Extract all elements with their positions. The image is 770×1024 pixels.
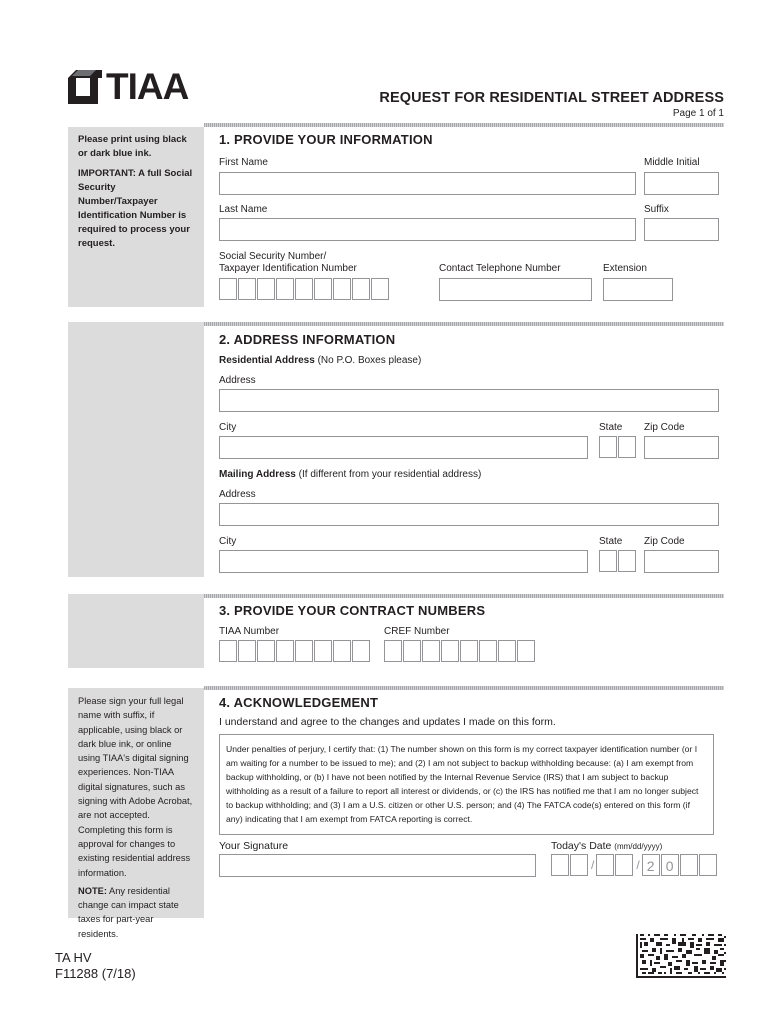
signing-instructions: Please sign your full legal name with suffix, if applicable, using black or dark blue ink, or online using TIAA's digital signing experiences. Non-TIAA digital signatures, such as signing with Adobe Acrobat, are not accepted. Completing this form is approval for changes to existing residential address information. — [78, 696, 193, 878]
mailing-state-field[interactable] — [599, 550, 637, 572]
state-letter-box[interactable] — [618, 550, 636, 572]
signature-label: Your Signature — [219, 840, 289, 852]
address-sidebar — [68, 322, 204, 577]
phone-field[interactable] — [439, 278, 592, 301]
ssn-label — [219, 251, 357, 275]
ssn-digit-box[interactable] — [295, 278, 313, 300]
tiaa-number-field[interactable] — [219, 640, 371, 662]
ssn-label-line2: Taxpayer Identification Number — [219, 263, 357, 274]
section-divider — [204, 594, 724, 598]
signing-instructions-panel — [68, 688, 204, 939]
digit-box[interactable] — [333, 640, 351, 662]
residential-zip-field[interactable] — [644, 436, 719, 459]
suffix-label: Suffix — [644, 204, 669, 215]
suffix-field[interactable] — [644, 218, 719, 241]
month-digit-box[interactable] — [551, 854, 569, 876]
ink-instruction: Please print using black or dark blue ink. — [78, 134, 187, 159]
certification-box: Under penalties of perjury, I certify that: (1) The number shown on this form is my correct taxpayer identification number (or I am waiting for a number to be issued to me); and (2) I am not subject to backup withholding because: (a) I am exempt from backup withholding, or (b) I have not been notified by the Internal Revenue Service (IRS) that I am subject to backup withholding as a result of a failure to report all interest or dividends, or (c) the IRS has notified me that I am no longer subject to backup withholding; and (3) I am a U.S. citizen or other U.S. person; and (4) The FATCA code(s) entered on this form (if any) indicating that I am exempt from FATCA reporting is correct. — [219, 734, 714, 835]
mailing-address-label: Mailing Address — [219, 469, 296, 480]
day-digit-box[interactable] — [615, 854, 633, 876]
ssn-field[interactable] — [219, 278, 390, 300]
cref-number-label: CREF Number — [384, 626, 450, 637]
mailing-address-field[interactable] — [219, 503, 719, 526]
ssn-digit-box[interactable] — [238, 278, 256, 300]
note-label: NOTE: — [78, 885, 107, 896]
first-name-field[interactable] — [219, 172, 636, 195]
month-digit-box[interactable] — [570, 854, 588, 876]
form-number: F11288 (7/18) — [55, 966, 136, 981]
digit-box[interactable] — [384, 640, 402, 662]
digit-box[interactable] — [352, 640, 370, 662]
residential-address-note: (No P.O. Boxes please) — [317, 355, 422, 366]
important-note — [78, 167, 194, 251]
address-label: Address — [219, 375, 256, 386]
date-field[interactable] — [551, 854, 718, 876]
section-divider — [204, 686, 724, 690]
residential-address-field[interactable] — [219, 389, 719, 412]
form-title: REQUEST FOR RESIDENTIAL STREET ADDRESS — [379, 90, 724, 106]
ssn-digit-box[interactable] — [314, 278, 332, 300]
ssn-digit-box[interactable] — [257, 278, 275, 300]
digit-box[interactable] — [257, 640, 275, 662]
date-label — [551, 840, 662, 852]
year-digit-box: 0 — [661, 854, 679, 876]
digit-box[interactable] — [276, 640, 294, 662]
signature-field[interactable] — [219, 854, 536, 877]
form-code: TA HV — [55, 950, 92, 965]
city-label: City — [219, 422, 237, 433]
brand-name: TIAA — [106, 66, 189, 107]
mailing-address-heading — [219, 469, 481, 480]
section-divider — [204, 322, 724, 326]
residential-note — [78, 884, 194, 941]
residential-address-label: Residential Address — [219, 355, 315, 366]
extension-field[interactable] — [603, 278, 673, 301]
digit-box[interactable] — [460, 640, 478, 662]
middle-initial-label: Middle Initial — [644, 157, 700, 168]
ssn-digit-box[interactable] — [371, 278, 389, 300]
first-name-label: First Name — [219, 157, 268, 168]
mailing-city-field[interactable] — [219, 550, 588, 573]
tiaa-number-label: TIAA Number — [219, 626, 280, 637]
ssn-digit-box[interactable] — [276, 278, 294, 300]
day-digit-box[interactable] — [596, 854, 614, 876]
ssn-digit-box[interactable] — [219, 278, 237, 300]
zip-label: Zip Code — [644, 536, 685, 547]
section3-heading: 3. PROVIDE YOUR CONTRACT NUMBERS — [219, 603, 486, 618]
digit-box[interactable] — [238, 640, 256, 662]
section-divider — [204, 123, 724, 127]
tiaa-logo-icon — [68, 70, 102, 104]
digit-box[interactable] — [479, 640, 497, 662]
zip-label: Zip Code — [644, 422, 685, 433]
section1-heading: 1. PROVIDE YOUR INFORMATION — [219, 132, 433, 147]
digit-box[interactable] — [517, 640, 535, 662]
state-letter-box[interactable] — [599, 436, 617, 458]
date-format-hint: (mm/dd/yyyy) — [614, 842, 663, 851]
digit-box[interactable] — [441, 640, 459, 662]
digit-box[interactable] — [219, 640, 237, 662]
phone-label: Contact Telephone Number — [439, 263, 561, 274]
year-digit-box: 2 — [642, 854, 660, 876]
ssn-digit-box[interactable] — [333, 278, 351, 300]
contract-sidebar — [68, 594, 204, 668]
section4-heading: 4. ACKNOWLEDGEMENT — [219, 695, 379, 710]
city-label: City — [219, 536, 237, 547]
digit-box[interactable] — [422, 640, 440, 662]
important-label: IMPORTANT: — [78, 168, 136, 179]
ssn-label-line1: Social Security Number/ — [219, 251, 327, 262]
state-label: State — [599, 422, 623, 433]
important-text: A full Social Security Number/Taxpayer Identification Number is required to process your request. — [78, 168, 193, 249]
state-letter-box[interactable] — [618, 436, 636, 458]
last-name-label: Last Name — [219, 204, 268, 215]
date-separator: / — [591, 858, 595, 872]
note-text: Any residential change can impact state taxes for part-year residents. — [78, 885, 179, 939]
mailing-zip-field[interactable] — [644, 550, 719, 573]
state-letter-box[interactable] — [599, 550, 617, 572]
instructions-panel — [68, 127, 204, 307]
acknowledgement-intro: I understand and agree to the changes and updates I made on this form. — [219, 716, 556, 728]
section2-heading: 2. ADDRESS INFORMATION — [219, 332, 396, 347]
digit-box[interactable] — [295, 640, 313, 662]
cref-number-field[interactable] — [384, 640, 536, 662]
date-separator: / — [636, 858, 640, 872]
state-label: State — [599, 536, 623, 547]
residential-city-field[interactable] — [219, 436, 588, 459]
address-label: Address — [219, 489, 256, 500]
year-digit-box[interactable] — [699, 854, 717, 876]
extension-label: Extension — [603, 263, 647, 274]
digit-box[interactable] — [314, 640, 332, 662]
year-digit-box[interactable] — [680, 854, 698, 876]
2d-barcode — [636, 934, 726, 978]
last-name-field[interactable] — [219, 218, 636, 241]
middle-initial-field[interactable] — [644, 172, 719, 195]
digit-box[interactable] — [498, 640, 516, 662]
residential-state-field[interactable] — [599, 436, 637, 458]
residential-address-heading — [219, 355, 421, 366]
mailing-address-note: (If different from your residential address) — [298, 469, 482, 480]
digit-box[interactable] — [403, 640, 421, 662]
date-label-text: Today's Date — [551, 840, 612, 852]
ssn-digit-box[interactable] — [352, 278, 370, 300]
tiaa-logo — [68, 66, 208, 110]
page-number: Page 1 of 1 — [672, 108, 724, 119]
